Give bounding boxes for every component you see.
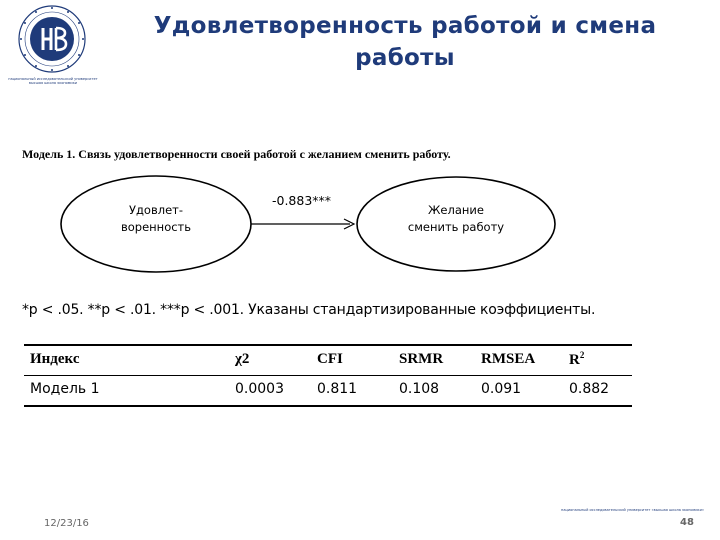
header-cfi: CFI [317, 351, 343, 367]
significance-note: *p < .05. **p < .01. ***p < .001. Указаны стандартизированные коэффициенты. [22, 302, 596, 318]
header-r: R [569, 352, 580, 368]
cell-r2: 0.882 [569, 381, 610, 397]
cell-rmsea: 0.091 [481, 381, 522, 397]
source-node-line1: Удовлет- [128, 203, 184, 217]
cell-model: Модель 1 [30, 381, 100, 397]
table-row [24, 376, 632, 407]
source-node-line2: воренность [120, 220, 192, 234]
target-node-line2: сменить работу [407, 220, 505, 234]
header-index: Индекс [30, 351, 80, 367]
cell-cfi: 0.811 [317, 381, 358, 397]
logo-caption-line1: национальный исследовательский университет [8, 77, 98, 81]
footer-university: национальный исследовательский университет «высшая школа экономики» [561, 508, 704, 512]
model-caption: Модель 1. Связь удовлетворенности своей работой с желанием сменить работу. [22, 147, 451, 161]
header-r-superscript: 2 [579, 350, 585, 360]
source-node-label [96, 202, 216, 236]
page-number: 48 [680, 517, 694, 528]
target-node-line1: Желание [428, 203, 484, 217]
header-srmr: SRMR [399, 351, 444, 367]
fit-indices-table [24, 344, 632, 407]
cell-srmr: 0.108 [399, 381, 440, 397]
header-r2 [563, 345, 632, 376]
footer-date: 12/23/16 [44, 518, 89, 529]
target-node-label [381, 202, 531, 236]
header-rmsea: RMSEA [481, 351, 536, 367]
logo-caption-line2: высшая школа экономики [28, 81, 78, 85]
path-coefficient: -0.883*** [272, 193, 332, 208]
cell-chi2: 0.0003 [235, 381, 284, 397]
slide-title: Удовлетворенность работой и смена работы [153, 13, 657, 71]
table-header-row [24, 345, 632, 376]
header-chi2: χ2 [235, 351, 250, 367]
